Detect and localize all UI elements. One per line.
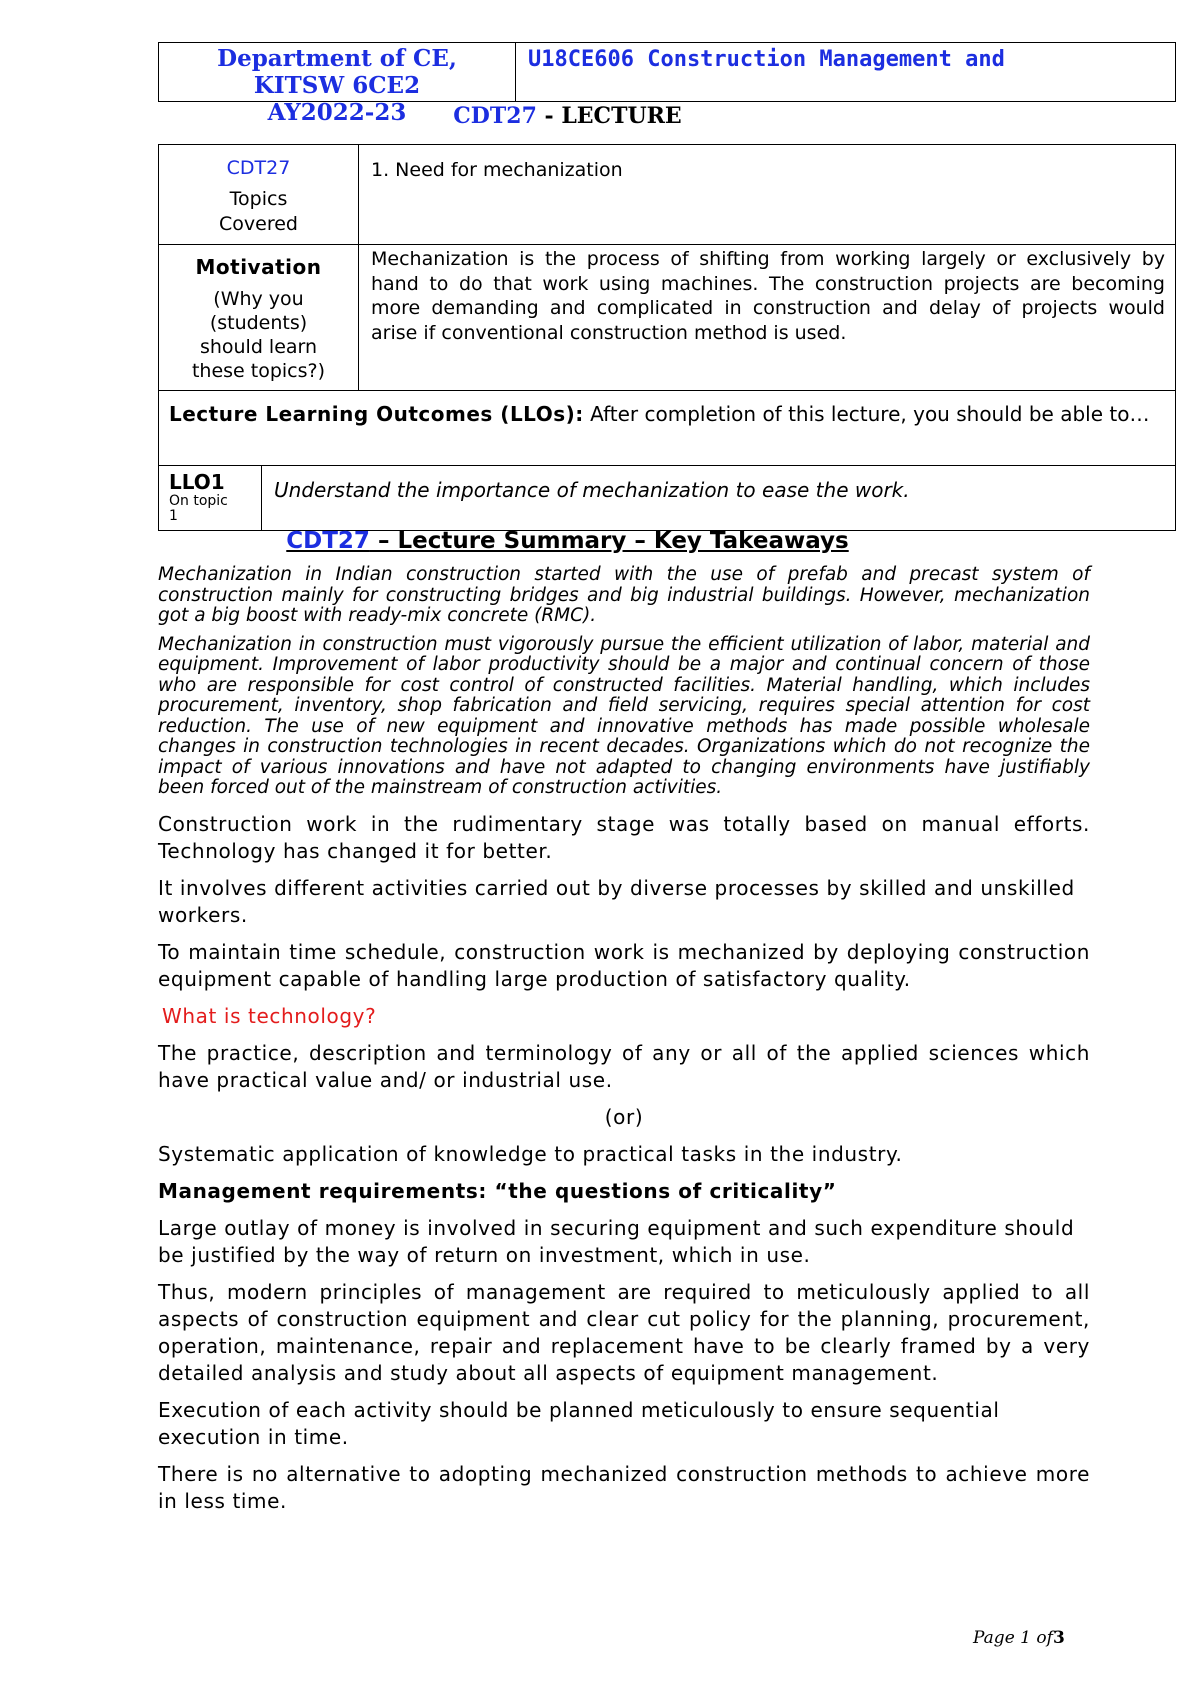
motivation-label-cell (159, 245, 359, 391)
motivation-sub-line3: should learn (199, 336, 318, 358)
of-word: of (1031, 1628, 1053, 1648)
llo-code-cell (159, 466, 262, 530)
llo-text: Understand the importance of mechanization to ease the work. (274, 478, 910, 502)
motivation-sub-line2: (students) (209, 312, 308, 334)
summary-code: CDT27 (286, 528, 370, 554)
llo-heading-rest: After completion of this lecture, you should be able to… (583, 402, 1150, 426)
llo-heading-row (159, 391, 1176, 466)
lecture-info-table (158, 144, 1176, 531)
topics-code: CDT27 (226, 157, 291, 179)
paragraph-8: Execution of each activity should be planned meticulously to ensure sequential execution in time. (158, 1397, 1000, 1449)
paragraph-4: The practice, description and terminology of any or all of the applied sciences which have practical value and/ or industrial use. (158, 1040, 1090, 1092)
page-footer (973, 1628, 1065, 1648)
paragraph-7: Thus, modern principles of management are required to meticulously applied to all aspects of construction equipment and clear cut policy for the planning, procurement, operation, maintenance, repair and replacement have to be clearly framed by a very detailed analysis and study about all aspects of equipment management. (158, 1279, 1090, 1385)
management-heading: Management requirements: “the questions of criticality” (158, 1178, 837, 1203)
motivation-sub-line1: (Why you (213, 288, 304, 310)
paragraph-9: There is no alternative to adopting mechanized construction methods to achieve more in less time. (158, 1461, 1090, 1513)
llo-heading-bold: Lecture Learning Outcomes (LLOs): (169, 402, 584, 426)
page-total: 3 (1052, 1628, 1065, 1648)
italic-paragraph-2: Mechanization in construction must vigorously pursue the efficient utilization of labor, material and equipment. Improvement of labor productivity should be a major and continual concern of those who are responsible for cost control of constructed facilities. Material handling, which includes procurement, inventory, shop fabrication and field servicing, requires special attention for cost reduction. The use of new equipment and innovative methods has made possible wholesale changes in construction technologies in recent decades. Organizations which do not recognize the impact of various innovations and have not adapted to changing environments have justifiably been forced out of the mainstream of construction activities. (158, 633, 1090, 798)
llo-row (159, 466, 1176, 531)
summary-title (0, 528, 1135, 554)
motivation-heading: Motivation (195, 255, 322, 279)
llo-on-topic-number: 1 (169, 508, 178, 524)
lecture-code: CDT27 (453, 103, 537, 129)
llo-code: LLO1 (169, 470, 225, 494)
department-line1: Department of CE, (217, 45, 457, 72)
paragraph-2: It involves different activities carried out by diverse processes by skilled and unskilled workers. (158, 875, 1075, 927)
topics-label-line2: Covered (219, 213, 298, 235)
department-line3: AY2022-23 (267, 99, 407, 126)
page-word: Page (973, 1628, 1021, 1648)
paragraph-6: Large outlay of money is involved in securing equipment and such expenditure should be justified by the way of return on investment, which in use. (158, 1215, 1075, 1267)
lecture-title (0, 103, 1135, 129)
course-title: U18CE606 Construction Management and (528, 47, 1005, 72)
topic-item: 1. Need for mechanization (359, 145, 1176, 245)
italic-paragraph-1: Mechanization in Indian construction started with the use of prefab and precast system of construction mainly for constructing bridges and big industrial buildings. However, mechanization got a big boost with ready-mix concrete (RMC). (158, 564, 1090, 626)
summary-title-rest: – Lecture Summary – Key Takeaways (369, 528, 849, 554)
department-line2: KITSW 6CE2 (253, 72, 421, 99)
topics-row (159, 145, 1176, 245)
paragraph-5: Systematic application of knowledge to practical tasks in the industry. (158, 1141, 903, 1166)
motivation-sub-line4: these topics?) (191, 360, 326, 382)
llo-on-topic: On topic (169, 493, 228, 509)
paragraph-3: To maintain time schedule, construction work is mechanized by deploying construction equipment capable of handling large production of satisfactory quality. (158, 939, 1090, 991)
motivation-row (159, 245, 1176, 391)
summary-body (158, 565, 1090, 1525)
technology-question: What is technology? (162, 1003, 377, 1028)
or-separator: (or) (604, 1104, 644, 1129)
page-number: 1 (1020, 1628, 1031, 1648)
llo-row-cell (159, 466, 1176, 531)
motivation-subtext (159, 287, 358, 385)
topics-label-cell (159, 145, 359, 245)
topics-label-line1: Topics (229, 188, 288, 210)
paragraph-1: Construction work in the rudimentary stage was totally based on manual efforts. Technology has changed it for better. (158, 811, 1090, 863)
motivation-text: Mechanization is the process of shifting from working largely or exclusively by hand to do that work using machines. The construction projects are becoming more demanding and complicated in construction and delay of projects would arise if conventional construction method is used. (359, 245, 1176, 391)
llo-heading (159, 391, 1176, 466)
topics-label (159, 187, 358, 237)
lecture-suffix: - LECTURE (536, 103, 682, 129)
llo-inner-table (159, 466, 1175, 530)
